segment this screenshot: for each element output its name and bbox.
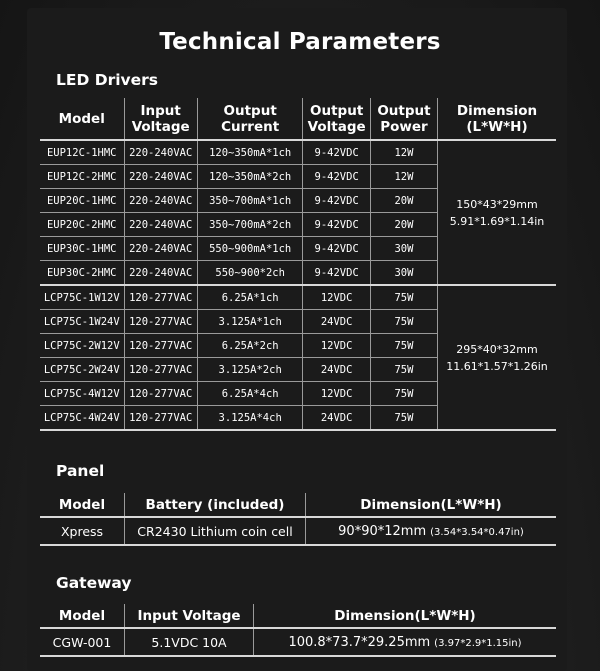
cell-input-voltage: 220-240VAC bbox=[124, 213, 197, 237]
cell-output-current: 6.25A*2ch bbox=[197, 334, 303, 358]
cell-input-voltage: 120-277VAC bbox=[124, 285, 197, 310]
cell-output-power: 75W bbox=[370, 406, 437, 431]
cell-output-current: 550~900*2ch bbox=[197, 261, 303, 286]
cell-output-power: 20W bbox=[370, 189, 437, 213]
cell-model: LCP75C-4W24V bbox=[40, 406, 124, 431]
header-battery: Battery (included) bbox=[125, 493, 306, 517]
cell-model: EUP20C-2HMC bbox=[40, 213, 124, 237]
cell-output-voltage: 24VDC bbox=[303, 406, 370, 431]
cell-output-current: 3.125A*2ch bbox=[197, 358, 303, 382]
cell-output-power: 75W bbox=[370, 382, 437, 406]
cell-model: EUP20C-1HMC bbox=[40, 189, 124, 213]
cell-output-power: 75W bbox=[370, 285, 437, 310]
cell-input-voltage: 220-240VAC bbox=[124, 165, 197, 189]
cell-output-current: 6.25A*1ch bbox=[197, 285, 303, 310]
led-drivers-heading: LED Drivers bbox=[56, 71, 159, 89]
cell-model: LCP75C-2W24V bbox=[40, 358, 124, 382]
cell-dimension: 90*90*12mm (3.54*3.54*0.47in) bbox=[306, 517, 557, 545]
cell-model: EUP12C-2HMC bbox=[40, 165, 124, 189]
led-header-row bbox=[40, 98, 556, 140]
table-row bbox=[40, 285, 556, 310]
cell-output-voltage: 9-42VDC bbox=[303, 237, 370, 261]
header-dimension: Dimension (L*W*H) bbox=[438, 98, 556, 140]
panel-heading: Panel bbox=[56, 462, 105, 480]
header-input-voltage: Input Voltage bbox=[124, 98, 197, 140]
cell-output-current: 350~700mA*2ch bbox=[197, 213, 303, 237]
cell-output-power: 12W bbox=[370, 140, 437, 165]
cell-output-power: 30W bbox=[370, 237, 437, 261]
cell-input-voltage: 120-277VAC bbox=[124, 382, 197, 406]
cell-input-voltage: 5.1VDC 10A bbox=[125, 628, 254, 656]
table-row bbox=[40, 140, 556, 165]
cell-input-voltage: 120-277VAC bbox=[124, 310, 197, 334]
cell-dimension: 100.8*73.7*29.25mm (3.97*2.9*1.15in) bbox=[254, 628, 557, 656]
cell-input-voltage: 120-277VAC bbox=[124, 358, 197, 382]
cell-dimension-group-lcp: 295*40*32mm 11.61*1.57*1.26in bbox=[438, 285, 556, 430]
cell-output-current: 120~350mA*2ch bbox=[197, 165, 303, 189]
panel-table bbox=[40, 493, 556, 546]
cell-model: LCP75C-4W12V bbox=[40, 382, 124, 406]
cell-output-power: 75W bbox=[370, 358, 437, 382]
cell-model: EUP30C-1HMC bbox=[40, 237, 124, 261]
header-dimension: Dimension(L*W*H) bbox=[254, 604, 557, 628]
cell-input-voltage: 220-240VAC bbox=[124, 140, 197, 165]
cell-output-voltage: 24VDC bbox=[303, 358, 370, 382]
cell-output-power: 20W bbox=[370, 213, 437, 237]
cell-input-voltage: 220-240VAC bbox=[124, 189, 197, 213]
cell-output-power: 75W bbox=[370, 334, 437, 358]
cell-model: CGW-001 bbox=[40, 628, 125, 656]
gateway-table bbox=[40, 604, 556, 657]
cell-output-voltage: 9-42VDC bbox=[303, 261, 370, 286]
cell-model: EUP12C-1HMC bbox=[40, 140, 124, 165]
cell-input-voltage: 220-240VAC bbox=[124, 237, 197, 261]
cell-output-voltage: 9-42VDC bbox=[303, 165, 370, 189]
cell-output-voltage: 12VDC bbox=[303, 285, 370, 310]
header-output-voltage: Output Voltage bbox=[303, 98, 370, 140]
cell-input-voltage: 120-277VAC bbox=[124, 406, 197, 431]
cell-output-power: 30W bbox=[370, 261, 437, 286]
gateway-heading: Gateway bbox=[56, 574, 132, 592]
led-drivers-table bbox=[40, 98, 556, 431]
header-input-voltage: Input Voltage bbox=[125, 604, 254, 628]
cell-input-voltage: 120-277VAC bbox=[124, 334, 197, 358]
header-model: Model bbox=[40, 98, 124, 140]
cell-output-voltage: 9-42VDC bbox=[303, 189, 370, 213]
cell-model: Xpress bbox=[40, 517, 125, 545]
panel-header-row bbox=[40, 493, 556, 517]
cell-output-voltage: 24VDC bbox=[303, 310, 370, 334]
cell-model: EUP30C-2HMC bbox=[40, 261, 124, 286]
cell-output-power: 12W bbox=[370, 165, 437, 189]
cell-dimension-group-eup: 150*43*29mm 5.91*1.69*1.14in bbox=[438, 140, 556, 285]
cell-output-current: 3.125A*1ch bbox=[197, 310, 303, 334]
cell-output-voltage: 9-42VDC bbox=[303, 213, 370, 237]
cell-output-voltage: 12VDC bbox=[303, 382, 370, 406]
cell-output-current: 550~900mA*1ch bbox=[197, 237, 303, 261]
cell-model: LCP75C-1W24V bbox=[40, 310, 124, 334]
cell-output-current: 120~350mA*1ch bbox=[197, 140, 303, 165]
header-dimension: Dimension(L*W*H) bbox=[306, 493, 557, 517]
cell-output-voltage: 9-42VDC bbox=[303, 140, 370, 165]
cell-model: LCP75C-2W12V bbox=[40, 334, 124, 358]
header-output-current: Output Current bbox=[197, 98, 303, 140]
cell-output-current: 3.125A*4ch bbox=[197, 406, 303, 431]
header-output-power: Output Power bbox=[370, 98, 437, 140]
cell-output-power: 75W bbox=[370, 310, 437, 334]
cell-output-voltage: 12VDC bbox=[303, 334, 370, 358]
header-model: Model bbox=[40, 493, 125, 517]
table-row bbox=[40, 628, 556, 656]
table-row bbox=[40, 517, 556, 545]
cell-output-current: 6.25A*4ch bbox=[197, 382, 303, 406]
cell-output-current: 350~700mA*1ch bbox=[197, 189, 303, 213]
cell-input-voltage: 220-240VAC bbox=[124, 261, 197, 286]
cell-model: LCP75C-1W12V bbox=[40, 285, 124, 310]
gateway-header-row bbox=[40, 604, 556, 628]
cell-battery: CR2430 Lithium coin cell bbox=[125, 517, 306, 545]
header-model: Model bbox=[40, 604, 125, 628]
page-title: Technical Parameters bbox=[159, 29, 441, 55]
